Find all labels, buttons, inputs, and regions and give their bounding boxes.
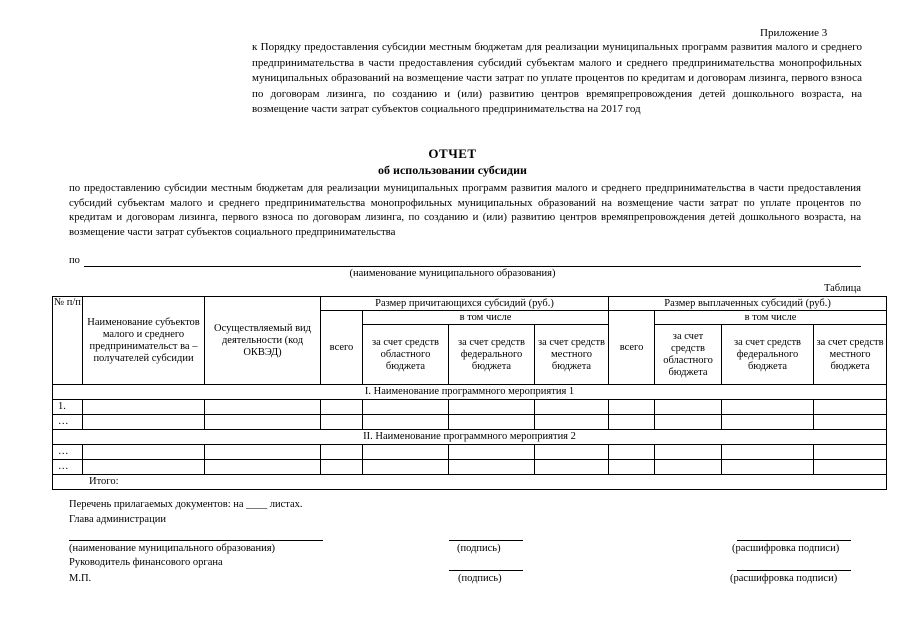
header-paid-local: за счет средств местного бюджета — [814, 325, 887, 385]
row-num: … — [53, 415, 83, 430]
subsidy-table — [52, 296, 887, 490]
header-activity: Осуществляемый вид деятельности (код ОКВЭД) — [205, 297, 321, 385]
header-paid-group: Размер выплаченных субсидий (руб.) — [609, 297, 887, 311]
report-subtitle: об использовании субсидии — [378, 163, 527, 177]
report-title: ОТЧЕТ — [428, 146, 477, 161]
row-num: … — [53, 445, 83, 460]
header-subject: Наименование субъектов малого и среднего предпринимательст ва – получателей субсидии — [83, 297, 205, 385]
signature-caption: (подпись) — [457, 543, 501, 554]
municipality-name-caption: (наименование муниципального образования) — [69, 543, 276, 554]
header-due-local: за счет средств местного бюджета — [535, 325, 609, 385]
municipality-signature-line — [69, 540, 323, 541]
decode-line — [737, 540, 851, 541]
signature-line-2 — [449, 570, 523, 571]
header-due-total: всего — [321, 311, 363, 385]
stamp-label: М.П. — [69, 573, 92, 584]
signature-line — [449, 540, 523, 541]
signature-caption-2: (подпись) — [458, 573, 502, 584]
total-row: Итого: — [53, 475, 887, 490]
row-num: … — [53, 460, 83, 475]
section-2-title: II. Наименование программного мероприятия 2 — [53, 430, 887, 445]
head-admin-label: Глава администрации — [69, 514, 166, 525]
header-due-regional: за счет средств областного бюджета — [363, 325, 449, 385]
header-due-including: в том числе — [363, 311, 609, 325]
appendix-title: Приложение 3 — [760, 27, 828, 39]
header-due-federal: за счет средств федерального бюджета — [449, 325, 535, 385]
section-1-title: I. Наименование программного мероприятия 1 — [53, 385, 887, 400]
document-list-text: Перечень прилагаемых документов: на ____ листах. — [69, 499, 303, 510]
table-row — [53, 445, 887, 460]
po-label: по — [69, 255, 80, 266]
header-paid-total: всего — [609, 311, 655, 385]
header-paid-federal: за счет средств федерального бюджета — [722, 325, 814, 385]
header-paid-including: в том числе — [655, 311, 887, 325]
decode-line-2 — [737, 570, 851, 571]
municipality-fill-line — [84, 266, 861, 267]
header-due-group: Размер причитающихся субсидий (руб.) — [321, 297, 609, 311]
row-num: 1. — [53, 400, 83, 415]
municipality-caption: (наименование муниципального образования) — [349, 268, 556, 279]
table-row — [53, 400, 887, 415]
decode-caption: (расшифровка подписи) — [732, 543, 840, 554]
report-description: по предоставлению субсидии местным бюджетам для реализации муниципальных программ развития малого и среднего предпринимательства в части предоставления субсидий субъектам малого и среднего предпринимательства монопрофильных муниципальных образований на возмещение части затрат по уплате процентов по кредитам и договорам лизинга, первого взноса по договорам лизинга, по созданию и (или) развитию центров времяпрепровождения детей дошкольного возраста, на возмещение части затрат субъектов социального предпринимательства — [69, 182, 861, 238]
table-row — [53, 415, 887, 430]
table-label: Таблица — [823, 283, 861, 294]
header-num: № п/п — [53, 297, 83, 385]
municipality-line — [69, 255, 861, 266]
appendix-text: к Порядку предоставления субсидии местным бюджетам для реализации муниципальных программ развития малого и среднего предпринимательства в части предоставления субсидий субъектам малого и среднего предпринимательства монопрофильных муниципальных образований на возмещение части затрат по уплате процентов по кредитам и договорам лизинга, первого взноса по договорам лизинга, по созданию и (или) развитию центров времяпрепровождения детей дошкольного возраста, на возмещение части затрат субъектов социального предпринимательства на 2017 год — [252, 41, 862, 115]
finance-head-label: Руководитель финансового органа — [69, 557, 223, 568]
decode-caption-2: (расшифровка подписи) — [730, 573, 838, 584]
table-row — [53, 460, 887, 475]
header-paid-regional: за счет средств областного бюджета — [655, 325, 722, 385]
